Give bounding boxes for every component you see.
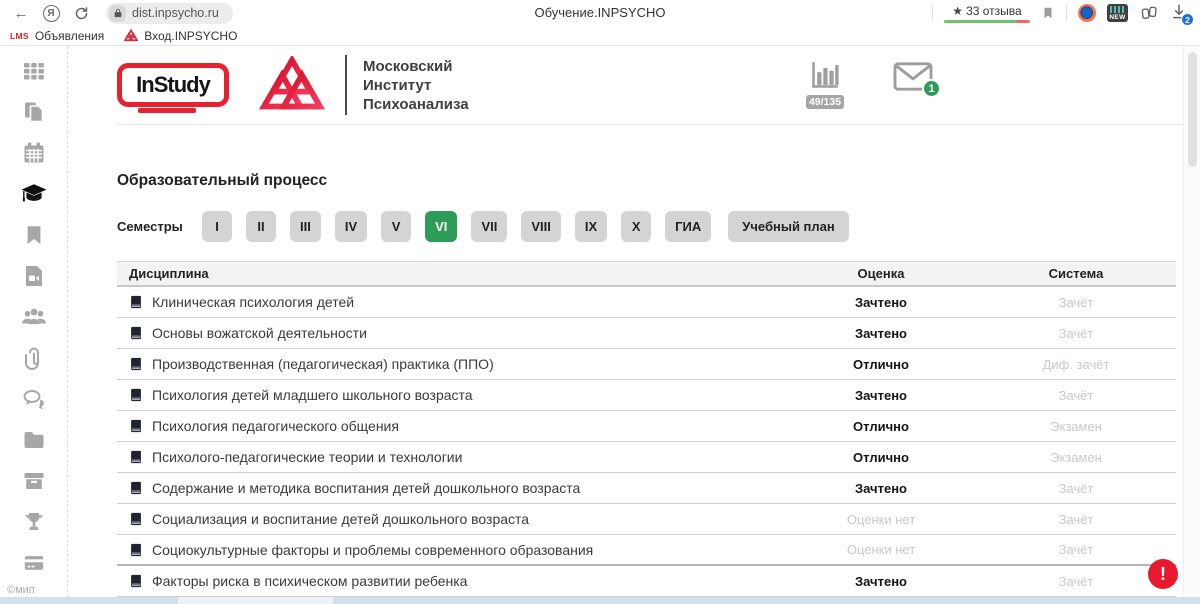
discipline-link[interactable] <box>117 542 786 558</box>
grade-value: Зачтено <box>855 573 907 589</box>
discipline-link[interactable] <box>117 418 786 434</box>
system-value: Зачёт <box>1058 511 1094 527</box>
scrollbar-thumb[interactable] <box>1188 52 1197 167</box>
content-area <box>68 46 1200 597</box>
table-header <box>117 261 1176 287</box>
rating-bar <box>944 20 1030 23</box>
grade-value: Зачтено <box>855 387 907 403</box>
site-reviews-button[interactable] <box>944 4 1030 23</box>
semester-selector <box>117 211 1200 242</box>
discipline-name: Факторы риска в психическом развитии ребенка <box>152 573 468 589</box>
folder-icon[interactable] <box>21 427 47 453</box>
mail-count-badge: 1 <box>922 79 941 98</box>
bookmark-label: Объявления <box>34 28 105 43</box>
col-grade: Оценка <box>857 266 905 281</box>
main-area <box>0 46 1200 597</box>
lock-icon <box>109 5 126 22</box>
system-value: Зачёт <box>1058 573 1094 589</box>
semesters-label: Семестры <box>117 219 183 234</box>
semester-button-1[interactable]: I <box>202 211 232 242</box>
semester-button-10[interactable]: X <box>621 211 651 242</box>
discipline-link[interactable] <box>117 356 786 372</box>
discipline-name: Содержание и методика воспитания детей дошкольного возраста <box>152 480 581 496</box>
star-icon: ★ <box>952 3 964 18</box>
system-value: Диф. зачёт <box>1042 356 1110 372</box>
discipline-link[interactable] <box>117 387 786 403</box>
semester-button-3[interactable]: III <box>290 211 321 242</box>
semester-button-6-active[interactable]: VI <box>425 211 457 242</box>
collections-icon[interactable] <box>1139 4 1159 22</box>
divider <box>1066 5 1067 21</box>
paperclip-icon[interactable] <box>21 345 47 371</box>
system-value: Экзамен <box>1050 418 1102 434</box>
book-icon <box>129 512 143 526</box>
system-value: Зачёт <box>1058 480 1094 496</box>
semester-button-7[interactable]: VII <box>471 211 507 242</box>
table-row <box>117 442 1176 473</box>
grade-value: Зачтено <box>855 294 907 310</box>
table-row <box>117 473 1176 504</box>
bookmark-inpsycho-login[interactable] <box>124 29 237 43</box>
error-exclamation-icon[interactable]: ! <box>1148 559 1178 589</box>
yandex-profile-icon[interactable]: Я <box>40 3 62 23</box>
grade-value: Отлично <box>853 356 909 372</box>
new-badge-label: NEW <box>1109 14 1126 21</box>
grade-value: Зачтено <box>855 480 907 496</box>
page-title: Образовательный процесс <box>117 172 328 189</box>
vertical-scrollbar[interactable] <box>1183 46 1200 597</box>
discipline-name: Социализация и воспитание детей дошкольного возраста <box>152 511 530 527</box>
back-arrow-icon[interactable]: ← <box>13 4 29 22</box>
discipline-link[interactable] <box>117 573 786 589</box>
book-icon <box>129 295 143 309</box>
grade-value: Оценки нет <box>846 511 916 527</box>
refresh-icon[interactable] <box>70 3 92 23</box>
discipline-link[interactable] <box>117 480 786 496</box>
semester-button-9[interactable]: IX <box>575 211 607 242</box>
discipline-name: Психология педагогического общения <box>152 418 399 434</box>
divider <box>932 5 933 21</box>
table-row <box>117 318 1176 349</box>
browser-toolbar <box>0 0 1200 26</box>
mip-favicon <box>124 29 138 42</box>
system-value: Экзамен <box>1050 449 1102 465</box>
documents-icon[interactable] <box>21 99 47 125</box>
education-cap-icon[interactable] <box>21 181 47 207</box>
progress-stats-button[interactable] <box>803 58 847 110</box>
url-text: dist.inpsycho.ru <box>132 6 219 20</box>
table-row <box>117 411 1176 442</box>
bookmark-label: Вход.INPSYCHO <box>144 28 238 43</box>
system-value: Зачёт <box>1058 542 1094 557</box>
horizontal-scrollbar-thumb[interactable] <box>178 597 333 604</box>
grade-value: Отлично <box>853 449 909 465</box>
discipline-name: Основы вожатской деятельности <box>152 325 367 341</box>
users-group-icon[interactable] <box>21 304 47 330</box>
lms-favicon: LMS <box>10 30 29 41</box>
discipline-link[interactable] <box>117 449 786 465</box>
progress-badge: 49/135 <box>806 95 844 109</box>
tab-title: Обучение.INPSYCHO <box>534 5 666 20</box>
grade-value: Зачтено <box>855 325 907 341</box>
grade-value: Отлично <box>853 418 909 434</box>
book-icon <box>129 419 143 433</box>
new-extension-icon[interactable] <box>1107 4 1128 22</box>
book-icon <box>129 450 143 464</box>
instudy-logo[interactable] <box>117 63 229 107</box>
bookmark-flag-icon[interactable] <box>1041 6 1055 20</box>
sidebar-nav <box>0 46 68 597</box>
table-row <box>117 349 1176 380</box>
apps-grid-icon[interactable] <box>21 58 47 84</box>
table-row <box>117 504 1176 535</box>
col-system: Система <box>1048 266 1104 281</box>
divider <box>345 55 347 115</box>
table-row <box>117 566 1176 597</box>
book-icon <box>129 326 143 340</box>
downloads-button[interactable] <box>1170 3 1190 23</box>
discipline-name: Психология детей младшего школьного возраста <box>152 387 473 403</box>
semester-button-8[interactable]: VIII <box>521 211 561 242</box>
mip-logo[interactable] <box>259 56 325 114</box>
discipline-name: Психолого-педагогические теории и технологии <box>152 449 463 465</box>
book-icon <box>129 574 143 588</box>
table-row <box>117 380 1176 411</box>
book-icon <box>129 481 143 495</box>
system-value: Зачёт <box>1058 387 1094 403</box>
horizontal-scrollbar[interactable] <box>0 597 1200 604</box>
book-icon <box>129 543 143 557</box>
discipline-link[interactable] <box>117 511 786 527</box>
bookmark-announcements[interactable] <box>10 29 104 43</box>
extension-pattern <box>1110 6 1125 13</box>
calendar-icon[interactable] <box>21 140 47 166</box>
discipline-name: Социокультурные факторы и проблемы современного образования <box>152 541 594 558</box>
copyright-label: ©мип <box>7 584 35 596</box>
bar-chart-icon <box>807 58 843 92</box>
payment-card-icon[interactable] <box>21 550 47 576</box>
book-icon <box>129 388 143 402</box>
trophy-icon[interactable] <box>21 509 47 535</box>
grade-value: Оценки нет <box>846 542 916 557</box>
extension-circle-icon[interactable] <box>1078 4 1096 22</box>
semester-button-gia[interactable]: ГИА <box>665 211 711 242</box>
mail-button[interactable] <box>893 62 935 95</box>
discipline-name: Клиническая психология детей <box>152 294 355 310</box>
system-value: Зачёт <box>1058 325 1094 341</box>
col-discipline: Дисциплина <box>129 266 209 281</box>
grades-table <box>117 261 1176 597</box>
table-row <box>117 287 1176 318</box>
curriculum-plan-button[interactable]: Учебный план <box>728 211 848 242</box>
semester-button-2[interactable]: II <box>246 211 276 242</box>
system-value: Зачёт <box>1058 294 1094 310</box>
address-bar[interactable] <box>106 3 233 24</box>
book-icon <box>129 357 143 371</box>
discipline-link[interactable] <box>117 294 786 310</box>
table-row <box>117 535 1176 566</box>
chat-bubbles-icon[interactable] <box>21 386 47 412</box>
semester-button-4[interactable]: IV <box>335 211 367 242</box>
reviews-label: 33 отзыва <box>966 3 1022 18</box>
instudy-logo-text: InStudy <box>136 72 210 97</box>
bookmark-icon[interactable] <box>21 222 47 248</box>
video-file-icon[interactable] <box>21 263 47 289</box>
discipline-link[interactable] <box>117 325 786 341</box>
bookmarks-bar <box>0 26 1200 46</box>
institute-name: Московский Институт Психоанализа <box>363 57 469 113</box>
downloads-count-badge: 2 <box>1181 13 1194 26</box>
archive-box-icon[interactable] <box>21 468 47 494</box>
semester-button-5[interactable]: V <box>381 211 411 242</box>
site-header <box>117 46 1200 125</box>
discipline-name: Производственная (педагогическая) практика (ППО) <box>152 356 494 372</box>
